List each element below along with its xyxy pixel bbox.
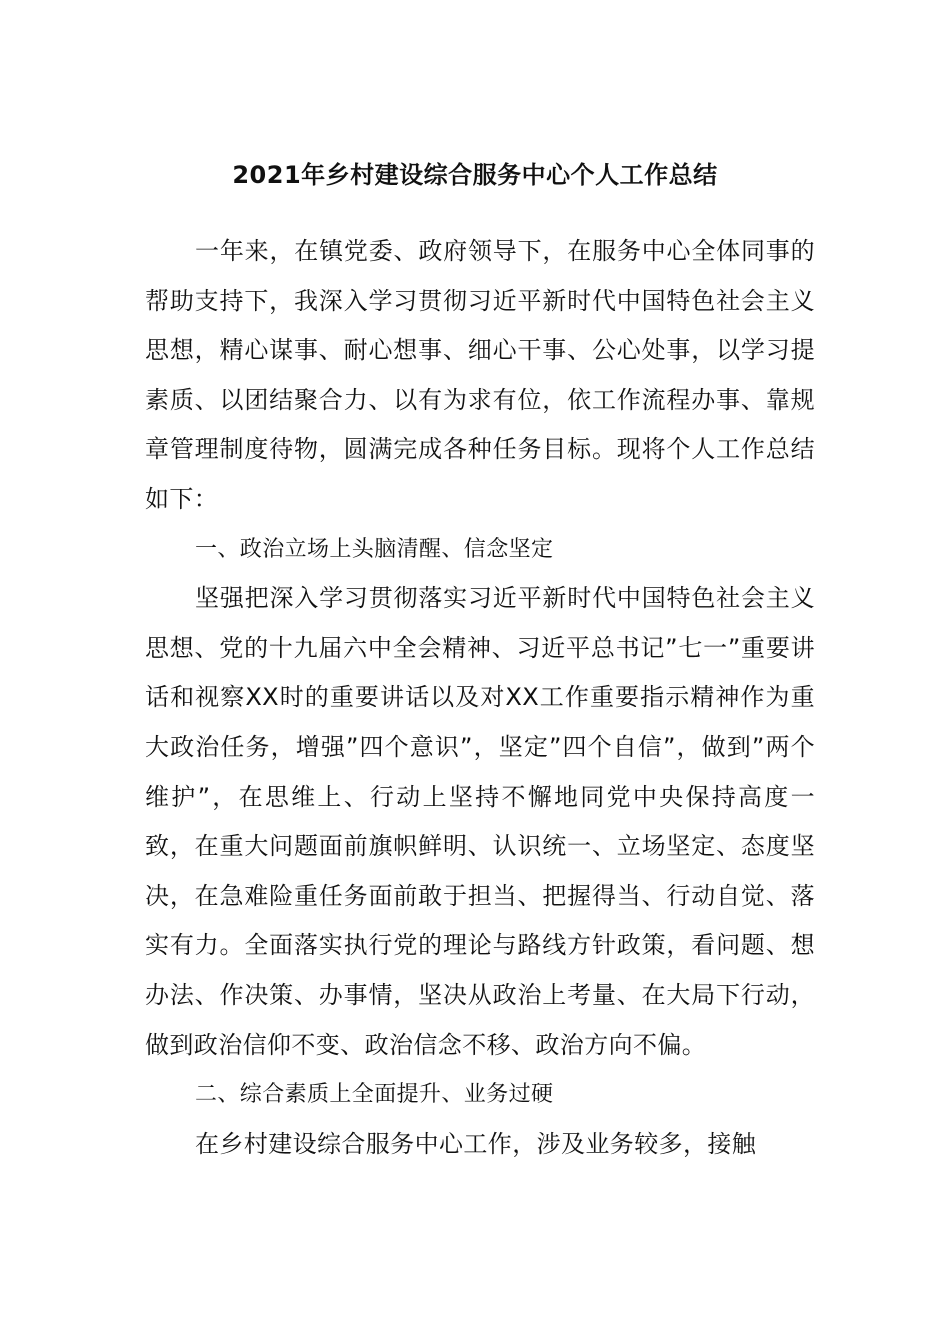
document-body (145, 227, 815, 1169)
document-title: 2021年乡村建设综合服务中心个人工作总结 (232, 161, 718, 189)
section-1-paragraph: 坚强把深入学习贯彻落实习近平新时代中国特色社会主义思想、党的十九届六中全会精神、习近平总书记”七一”重要讲话和视察XX时的重要讲话以及对XX工作重要指示精神作为重大政治任务，增强”四个意识”，坚定”四个自信”，做到”两个维护”，在思维上、行动上坚持不懈地同党中央保持高度一致，在重大问题面前旗帜鲜明、认识统一、立场坚定、态度坚决，在急难险重任务面前敢于担当、把握得当、行动自觉、落实有力。全面落实执行党的理论与路线方针政策，看问题、想办法、作决策、办事情，坚决从政治上考量、在大局下行动，做到政治信仰不变、政治信念不移、政治方向不偏。 (145, 584, 815, 1059)
section-heading-1: 一、政治立场上头脑清醒、信念坚定 (195, 536, 554, 562)
intro-paragraph: 一年来，在镇党委、政府领导下，在服务中心全体同事的帮助支持下，我深入学习贯彻习近平新时代中国特色社会主义思想，精心谋事、耐心想事、细心干事、公心处事，以学习提素质、以团结聚合力、以有为求有位，依工作流程办事、靠规章管理制度待物，圆满完成各种任务目标。现将个人工作总结如下： (145, 237, 815, 513)
section-2-paragraph: 在乡村建设综合服务中心工作，涉及业务较多，接触 (195, 1129, 757, 1158)
section-heading-2: 二、综合素质上全面提升、业务过硬 (195, 1082, 554, 1108)
